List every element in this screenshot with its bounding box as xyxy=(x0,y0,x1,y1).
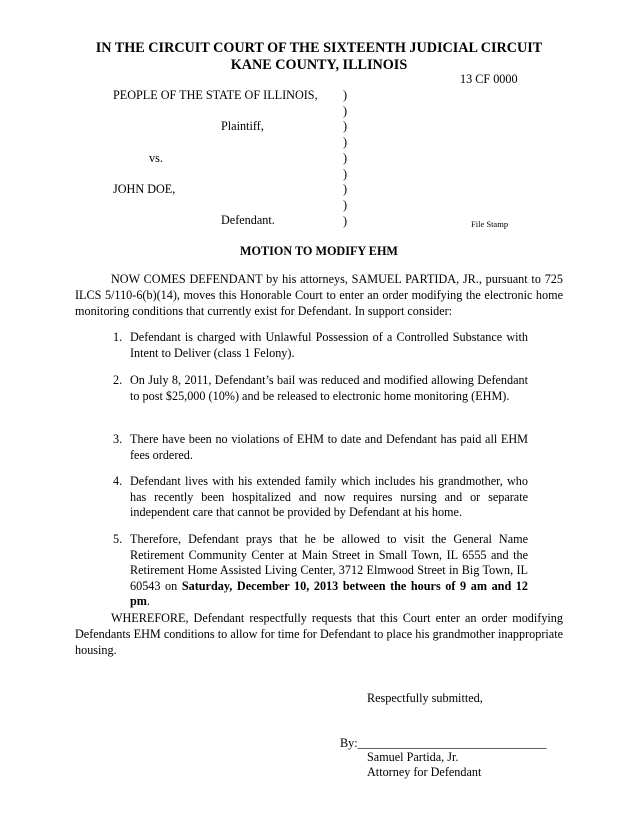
plaintiff-name: PEOPLE OF THE STATE OF ILLINOIS, xyxy=(113,88,318,102)
intro-paragraph xyxy=(75,271,563,319)
item-text: On July 8, 2011, Defendant’s bail was reduced and modified allowing Defendant to post $25,000 (10%) and be released to electronic home monitoring (EHM). xyxy=(130,373,528,403)
closing: Respectfully submitted, xyxy=(367,691,483,705)
intro-text: NOW COMES DEFENDANT by his attorneys, SAMUEL PARTIDA, JR., pursuant to 725 ILCS 5/110-6(b)(14), moves this Honorable Court to enter an order modifying the electronic home monitoring conditions that currently exist for Defendant. In support consider: xyxy=(75,272,563,318)
defendant-role: Defendant. xyxy=(221,213,275,227)
file-stamp-label: File Stamp xyxy=(471,219,509,229)
item-number: 5. xyxy=(113,532,123,546)
caption-parentheses xyxy=(343,88,353,229)
defendant-name: JOHN DOE, xyxy=(113,182,176,196)
paren: ) xyxy=(343,103,348,118)
plaintiff-role: Plaintiff, xyxy=(221,119,264,133)
item-text-end: . xyxy=(146,594,150,609)
item-number: 2. xyxy=(113,373,123,387)
item-number: 1. xyxy=(113,330,123,344)
paren: ) xyxy=(343,135,348,150)
item-text: Defendant is charged with Unlawful Possession of a Controlled Substance with Intent to Deliver (class 1 Felony). xyxy=(130,330,528,360)
versus: vs. xyxy=(149,151,163,165)
paren: ) xyxy=(343,119,348,134)
paren: ) xyxy=(343,150,348,165)
paren: ) xyxy=(343,88,348,102)
item-text-main: Therefore, Defendant prays that he be allowed to visit the General Name Retirement Community Center at Main Street in Small Town, IL 6555 and the Retirement Home Assisted Living Center, 3712 Elmwood Street in Big Town, IL 60543 on xyxy=(130,532,528,593)
motion-title: MOTION TO MODIFY EHM xyxy=(240,244,398,258)
case-number: 13 CF 0000 xyxy=(460,72,518,86)
county-heading: KANE COUNTY, ILLINOIS xyxy=(230,57,408,73)
item-text xyxy=(130,532,528,610)
attorney-title: Attorney for Defendant xyxy=(367,765,482,779)
item-number: 4. xyxy=(113,474,123,488)
paren: ) xyxy=(343,182,348,197)
wherefore-paragraph xyxy=(75,610,563,658)
court-heading: IN THE CIRCUIT COURT OF THE SIXTEENTH JUDICIAL CIRCUIT xyxy=(95,40,543,56)
item-text: There have been no violations of EHM to date and Defendant has paid all EHM fees ordered. xyxy=(130,432,528,462)
item-text-bold: Saturday, December 10, 2013 between the hours of 9 am and 12 pm xyxy=(130,578,528,609)
item-number: 3. xyxy=(113,432,123,446)
signature-line: By:_______________________________ xyxy=(340,736,547,750)
paren: ) xyxy=(343,197,348,212)
paren: ) xyxy=(343,213,348,228)
paren: ) xyxy=(343,166,348,181)
attorney-name: Samuel Partida, Jr. xyxy=(367,750,459,764)
wherefore-text: WHEREFORE, Defendant respectfully requests that this Court enter an order modifying Defendants EHM conditions to allow for time for Defendant to place his grandmother inappropriate housing. xyxy=(75,611,563,657)
item-text: Defendant lives with his extended family which includes his grandmother, who has recently been hospitalized and now requires nursing and or separate independent care that cannot be provided by Defendant at his home. xyxy=(130,474,528,520)
